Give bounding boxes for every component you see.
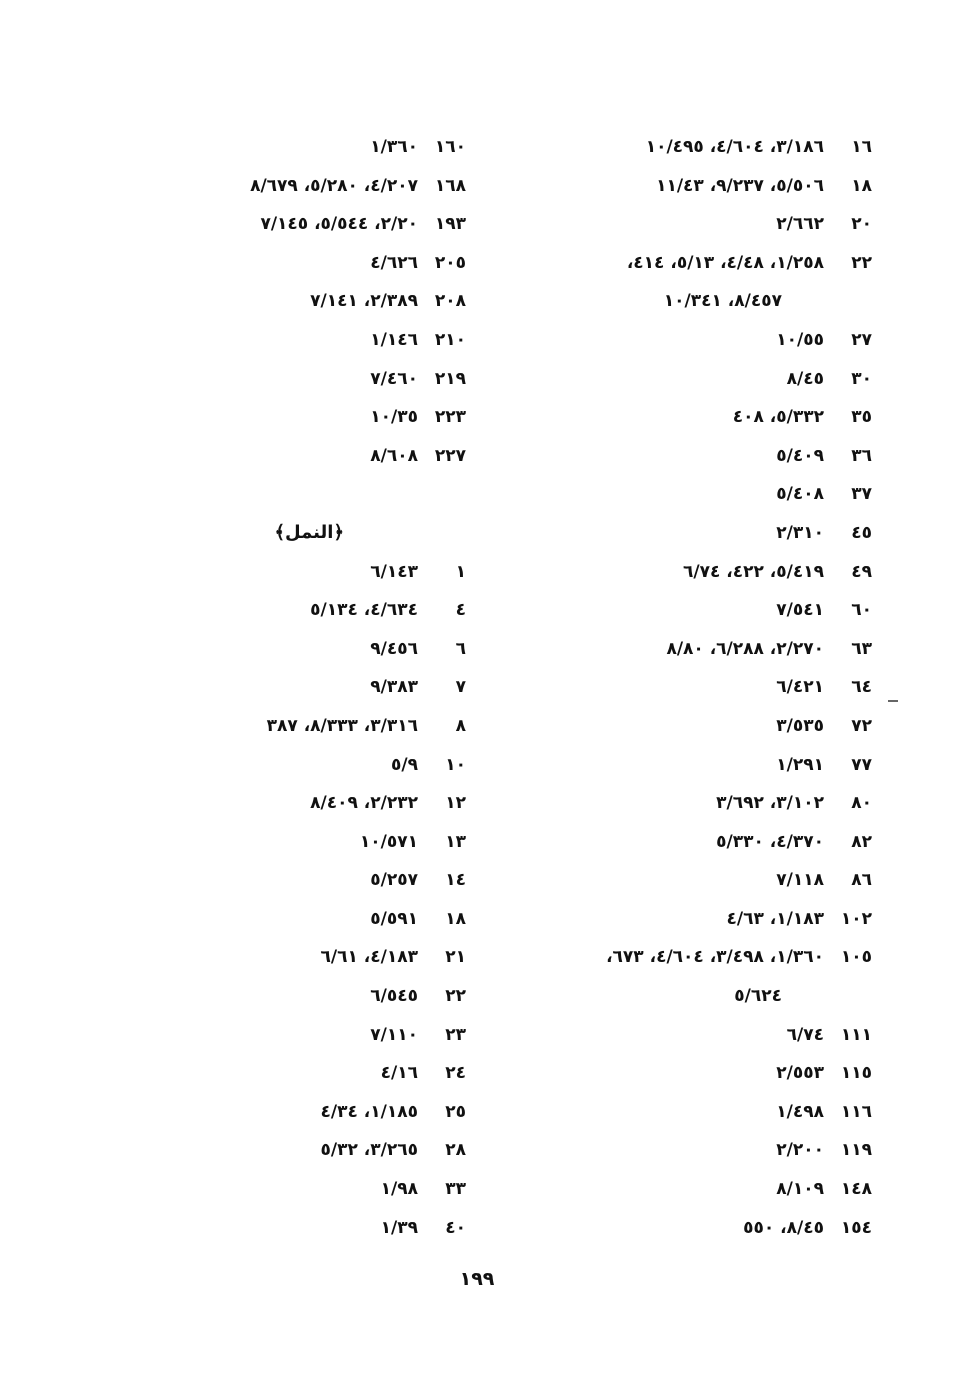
verse-number: ١٠٥: [840, 947, 872, 968]
verse-number: ٦: [455, 638, 466, 659]
verse-number: ١٨: [851, 175, 872, 196]
verse-number: ١١١: [840, 1024, 872, 1045]
volume-page-refs: ٤/٦٢٦: [370, 252, 418, 273]
verse-number: ١١٩: [840, 1140, 872, 1161]
volume-page-refs: ١/٢٥٨، ٤/٤٨، ٥/١٣، ٤١٤،: [626, 252, 824, 273]
volume-page-refs: ١/٣٦٠، ٣/٤٩٨، ٤/٦٠٤، ٦٧٣،: [606, 947, 824, 968]
index-row-continuation: [522, 977, 872, 1016]
index-row: [166, 244, 466, 283]
index-row: [166, 900, 466, 939]
index-row: [522, 784, 872, 823]
index-row: [166, 1131, 466, 1170]
verse-number: ٢٤: [445, 1063, 466, 1084]
index-row: [166, 630, 466, 669]
verse-number: ١٤٨: [840, 1179, 872, 1200]
index-row: [166, 128, 466, 167]
verse-number: ٣٣: [445, 1179, 466, 1200]
surah-title: ﴿النمل﴾: [274, 521, 344, 543]
index-row: [166, 707, 466, 746]
volume-page-refs: ١/١٨٥، ٤/٣٤: [320, 1101, 418, 1122]
verse-number: ٢٠٨: [434, 291, 466, 312]
verse-number: ١٠٢: [840, 908, 872, 929]
index-row: [166, 553, 466, 592]
volume-page-refs: ٦/٧٤: [786, 1024, 824, 1045]
volume-page-refs: ٧/٤٦٠: [370, 368, 418, 389]
verse-number: ٢١٠: [434, 329, 466, 350]
index-row: [522, 244, 872, 283]
volume-page-refs: ٥/٥٠٦، ٩/٢٣٧، ١١/٤٣: [656, 175, 824, 196]
index-row: [522, 553, 872, 592]
page-number: ١٩٩: [459, 1268, 495, 1290]
index-row: [166, 360, 466, 399]
volume-page-refs: ٥/٥٩١: [370, 908, 418, 929]
verse-number: ٤٩: [851, 561, 872, 582]
index-row: [522, 167, 872, 206]
verse-number: ١٨: [445, 908, 466, 929]
index-row: [166, 1209, 466, 1248]
index-row: [166, 977, 466, 1016]
volume-page-refs: ٥/٣٣٢، ٤٠٨: [732, 407, 824, 428]
verse-number: ٢٢٣: [434, 407, 466, 428]
volume-page-refs: ٤/٢٠٧، ٥/٢٨٠، ٨/٦٧٩: [250, 175, 418, 196]
index-row: [522, 1016, 872, 1055]
index-row: [166, 1054, 466, 1093]
verse-number: ٣٧: [851, 484, 872, 505]
index-row: [166, 938, 466, 977]
verse-number: ٨: [455, 715, 466, 736]
volume-page-refs: ٣/٥٣٥: [776, 715, 824, 736]
verse-number: ٨٠: [851, 793, 872, 814]
index-row: [522, 861, 872, 900]
verse-number: ٧٧: [851, 754, 872, 775]
verse-number: ٣٦: [851, 445, 872, 466]
verse-number: ٢٠: [851, 214, 872, 235]
volume-page-refs: ٦/٤٢١: [776, 677, 824, 698]
verse-number: ٢٥: [445, 1101, 466, 1122]
verse-number: ١: [455, 561, 466, 582]
index-row: [166, 437, 466, 476]
verse-number: ٢٢: [445, 986, 466, 1007]
verse-number: ٢١٩: [434, 368, 466, 389]
volume-page-refs: ٨/٤٥٧، ١٠/٣٤١: [663, 291, 782, 312]
index-row: [522, 746, 872, 785]
verse-number: ٨٢: [851, 831, 872, 852]
index-row: [166, 823, 466, 862]
verse-number: ١٥٤: [840, 1217, 872, 1238]
index-row: [166, 1170, 466, 1209]
volume-page-refs: ٢/٣٨٩، ٧/١٤١: [310, 291, 418, 312]
index-row: [166, 746, 466, 785]
verse-number: ٦٠: [851, 600, 872, 621]
verse-number: ٢١: [445, 947, 466, 968]
volume-page-refs: ١/١٨٣، ٤/٦٣: [726, 908, 824, 929]
margin-mark: [888, 700, 898, 702]
verse-number: ٢٣: [445, 1024, 466, 1045]
volume-page-refs: ٢/٥٥٣: [776, 1063, 824, 1084]
verse-number: ١٢: [445, 793, 466, 814]
volume-page-refs: ٣/١٨٦، ٤/٦٠٤، ١٠/٤٩٥: [645, 137, 824, 157]
volume-page-refs: ٦/٥٤٥: [370, 986, 418, 1007]
index-row: [522, 514, 872, 553]
index-row: [166, 167, 466, 206]
verse-number: ٢٨: [445, 1140, 466, 1161]
index-row: [522, 591, 872, 630]
verse-number: ١٩٣: [434, 214, 466, 235]
volume-page-refs: ٢/٢٠٠: [776, 1140, 824, 1161]
volume-page-refs: ٨/١٠٩: [776, 1179, 824, 1200]
verse-number: ٦٤: [851, 677, 872, 698]
index-row: [522, 1093, 872, 1132]
volume-page-refs: ١/٣٩: [380, 1217, 418, 1238]
verse-number: ١١٥: [840, 1063, 872, 1084]
index-row: [522, 321, 872, 360]
verse-number: ٢٢: [851, 252, 872, 273]
index-row: [522, 398, 872, 437]
volume-page-refs: ٤/١٦: [380, 1063, 418, 1084]
volume-page-refs: ٢/٢٣٢، ٨/٤٠٩: [310, 793, 418, 814]
verse-number: ٢٠٥: [434, 252, 466, 273]
index-row: [166, 668, 466, 707]
volume-page-refs: ١٠/٥٥: [776, 329, 824, 350]
volume-page-refs: ٤/٦٣٤، ٥/١٣٤: [310, 600, 418, 621]
index-row: [522, 823, 872, 862]
volume-page-refs: ٦/١٤٣: [370, 561, 418, 582]
index-row: [522, 900, 872, 939]
index-row-continuation: [522, 282, 872, 321]
volume-page-refs: ٣/٢٦٥، ٥/٣٢: [320, 1140, 418, 1161]
volume-page-refs: ١/٤٩٨: [776, 1101, 824, 1122]
volume-page-refs: ٧/١١٨: [776, 870, 824, 891]
index-row: [522, 1054, 872, 1093]
volume-page-refs: ١٠/٥٧١: [359, 831, 418, 852]
volume-page-refs: ٥/٦٢٤: [734, 986, 782, 1007]
volume-page-refs: ٥/٩: [391, 754, 418, 775]
volume-page-refs: ٥/٤٠٩: [776, 445, 824, 466]
verse-number: ١٣: [445, 831, 466, 852]
index-row: [166, 784, 466, 823]
volume-page-refs: ١/١٤٦: [370, 329, 418, 350]
right-column: [522, 128, 872, 1247]
volume-page-refs: ٢/٢٠، ٥/٥٤٤، ٧/١٤٥: [260, 214, 418, 235]
verse-number: ١٦٨: [434, 175, 466, 196]
volume-page-refs: ٧/١١٠: [370, 1024, 418, 1045]
verse-number: ١١٦: [840, 1101, 872, 1122]
verse-number: ٣٠: [851, 368, 872, 389]
left-column: [166, 128, 466, 1247]
volume-page-refs: ٥/٢٥٧: [370, 870, 418, 891]
index-row: [522, 475, 872, 514]
volume-page-refs: ٥/٤١٩، ٤٢٢، ٦/٧٤: [683, 561, 824, 582]
index-row: [522, 1170, 872, 1209]
verse-number: ٨٦: [851, 870, 872, 891]
verse-number: ٧٢: [851, 715, 872, 736]
index-row: [166, 591, 466, 630]
verse-number: ٢٧: [851, 329, 872, 350]
index-row: [522, 668, 872, 707]
volume-page-refs: ٨/٤٥، ٥٥٠: [743, 1217, 824, 1238]
index-row: [522, 1131, 872, 1170]
volume-page-refs: ٧/٥٤١: [776, 600, 824, 621]
volume-page-refs: ٢/٦٦٢: [776, 214, 824, 235]
volume-page-refs: ١/٢٩١: [776, 754, 824, 775]
verse-number: ١٠: [445, 754, 466, 775]
index-row: [522, 437, 872, 476]
index-row: [522, 360, 872, 399]
verse-number: ١٦: [851, 137, 872, 157]
index-row: [166, 282, 466, 321]
index-row: [522, 205, 872, 244]
volume-page-refs: ٩/٣٨٣: [370, 677, 418, 698]
verse-number: ١٤: [445, 870, 466, 891]
verse-number: ٢٢٧: [434, 445, 466, 466]
volume-page-refs: ٣/٣١٦، ٨/٣٣٣، ٣٨٧: [266, 715, 418, 736]
index-row: [522, 707, 872, 746]
volume-page-refs: ٢/٢٧٠، ٦/٢٨٨، ٨/٨٠: [666, 638, 824, 659]
index-row: [522, 1209, 872, 1248]
index-row: [522, 128, 872, 167]
volume-page-refs: ٨/٤٥: [786, 368, 824, 389]
volume-page-refs: ٤/٣٧٠، ٥/٣٣٠: [716, 831, 824, 852]
volume-page-refs: ١/٣٦٠: [370, 137, 418, 157]
verse-number: ٤: [455, 600, 466, 621]
volume-page-refs: ١٠/٣٥: [370, 407, 418, 428]
index-row: [522, 938, 872, 977]
index-row: [166, 1093, 466, 1132]
volume-page-refs: ٤/١٨٣، ٦/٦١: [320, 947, 418, 968]
index-row: [166, 861, 466, 900]
volume-page-refs: ٨/٦٠٨: [370, 445, 418, 466]
verse-number: ٤٥: [851, 522, 872, 543]
verse-number: ٦٣: [851, 638, 872, 659]
volume-page-refs: ٥/٤٠٨: [776, 484, 824, 505]
spacer: [166, 475, 466, 514]
verse-number: ٤٠: [445, 1217, 466, 1238]
index-row: [166, 205, 466, 244]
verse-number: ٣٥: [851, 407, 872, 428]
volume-page-refs: ٢/٣١٠: [776, 522, 824, 543]
index-row: [166, 398, 466, 437]
verse-number: ١٦٠: [434, 137, 466, 157]
volume-page-refs: ١/٩٨: [380, 1179, 418, 1200]
index-row: [522, 630, 872, 669]
verse-number: ٧: [455, 677, 466, 698]
volume-page-refs: ٣/١٠٢، ٣/٦٩٢: [716, 793, 824, 814]
index-row: [166, 321, 466, 360]
index-row: [166, 1016, 466, 1055]
volume-page-refs: ٩/٤٥٦: [370, 638, 418, 659]
